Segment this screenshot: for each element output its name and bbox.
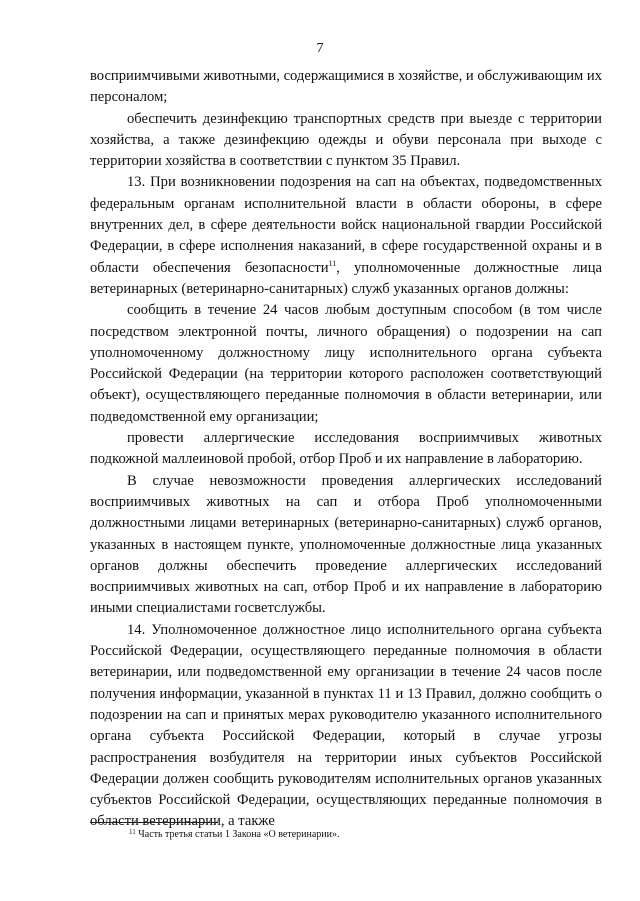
footnote-reference: 11 [328, 258, 337, 268]
paragraph-13-text: 13. При возникновении подозрения на сап на объектах, подведомственных федеральным органам исполнительной власти в области обороны, в сфере внутренних дел, в сфере деятельности войск национальной гвардии Российской Федерации, в сфере исполнения наказаний, в сфере государственной охраны и в области обеспечения безопасности [90, 174, 602, 276]
document-body [90, 66, 602, 833]
footnote [129, 829, 339, 841]
footnote-text: Часть третья статьи 1 Закона «О ветеринарии». [138, 829, 340, 840]
paragraph-14: 14. Уполномоченное должностное лицо исполнительного органа субъекта Российской Федерации, осуществляющего переданные полномочия в области ветеринарии, или подведомственной ему организации в течение 24 часов после получения информации, указанной в пунктах 11 и 13 Правил, должно сообщить о подозрении на сап и принятых мерах руководителю указанного исполнительного органа субъекта Российской Федерации, который в случае угрозы распространения возбудителя на территории иных субъектов Российской Федерации должен сообщить руководителям исполнительных органов указанных субъектов Российской Федерации, осуществляющих переданные полномочия в области ветеринарии, а также [90, 621, 602, 830]
page-number: 7 [316, 41, 324, 56]
paragraph-13-continuation: , уполномоченные должностные лица ветеринарных (ветеринарно-санитарных) служб указанных органов должны: [90, 259, 602, 297]
paragraph-report-24h: сообщить в течение 24 часов любым доступным способом (в том числе посредством электронной почты, личного обращения) о подозрении на сап уполномоченному должностному лицу исполнительного органа субъекта Российской Федерации (на территории которого расположен соответствующий объект), осуществляющего переданные полномочия в области ветеринарии, или подведомственной ему организации; [90, 302, 602, 425]
paragraph-impossibility-case: В случае невозможности проведения аллергических исследований восприимчивых животных на сап и отбора Проб уполномоченными должностными лицами ветеринарных (ветеринарно-санитарных) служб органов, указанных в настоящем пункте, уполномоченные должностные лица указанных органов должны обеспечить проведение аллергических исследований восприимчивых животных на сап, отбор Проб и их направление в лабораторию иными специалистами госветслужбы. [90, 472, 602, 617]
paragraph-continuation: восприимчивыми животными, содержащимися в хозяйстве, и обслуживающим их персоналом; [90, 68, 602, 106]
paragraph-allergy-tests: провести аллергические исследования восприимчивых животных подкожной маллеиновой пробой, отбор Проб и их направление в лабораторию. [90, 430, 602, 468]
footnote-number: 11 [129, 828, 136, 836]
paragraph-13 [90, 172, 602, 300]
footnote-separator [90, 822, 218, 823]
paragraph-disinfection: обеспечить дезинфекцию транспортных средств при выезде с территории хозяйства, а также дезинфекцию одежды и обуви персонала при выходе с территории хозяйства в соответствии с пунктом 35 Правил. [90, 110, 602, 170]
